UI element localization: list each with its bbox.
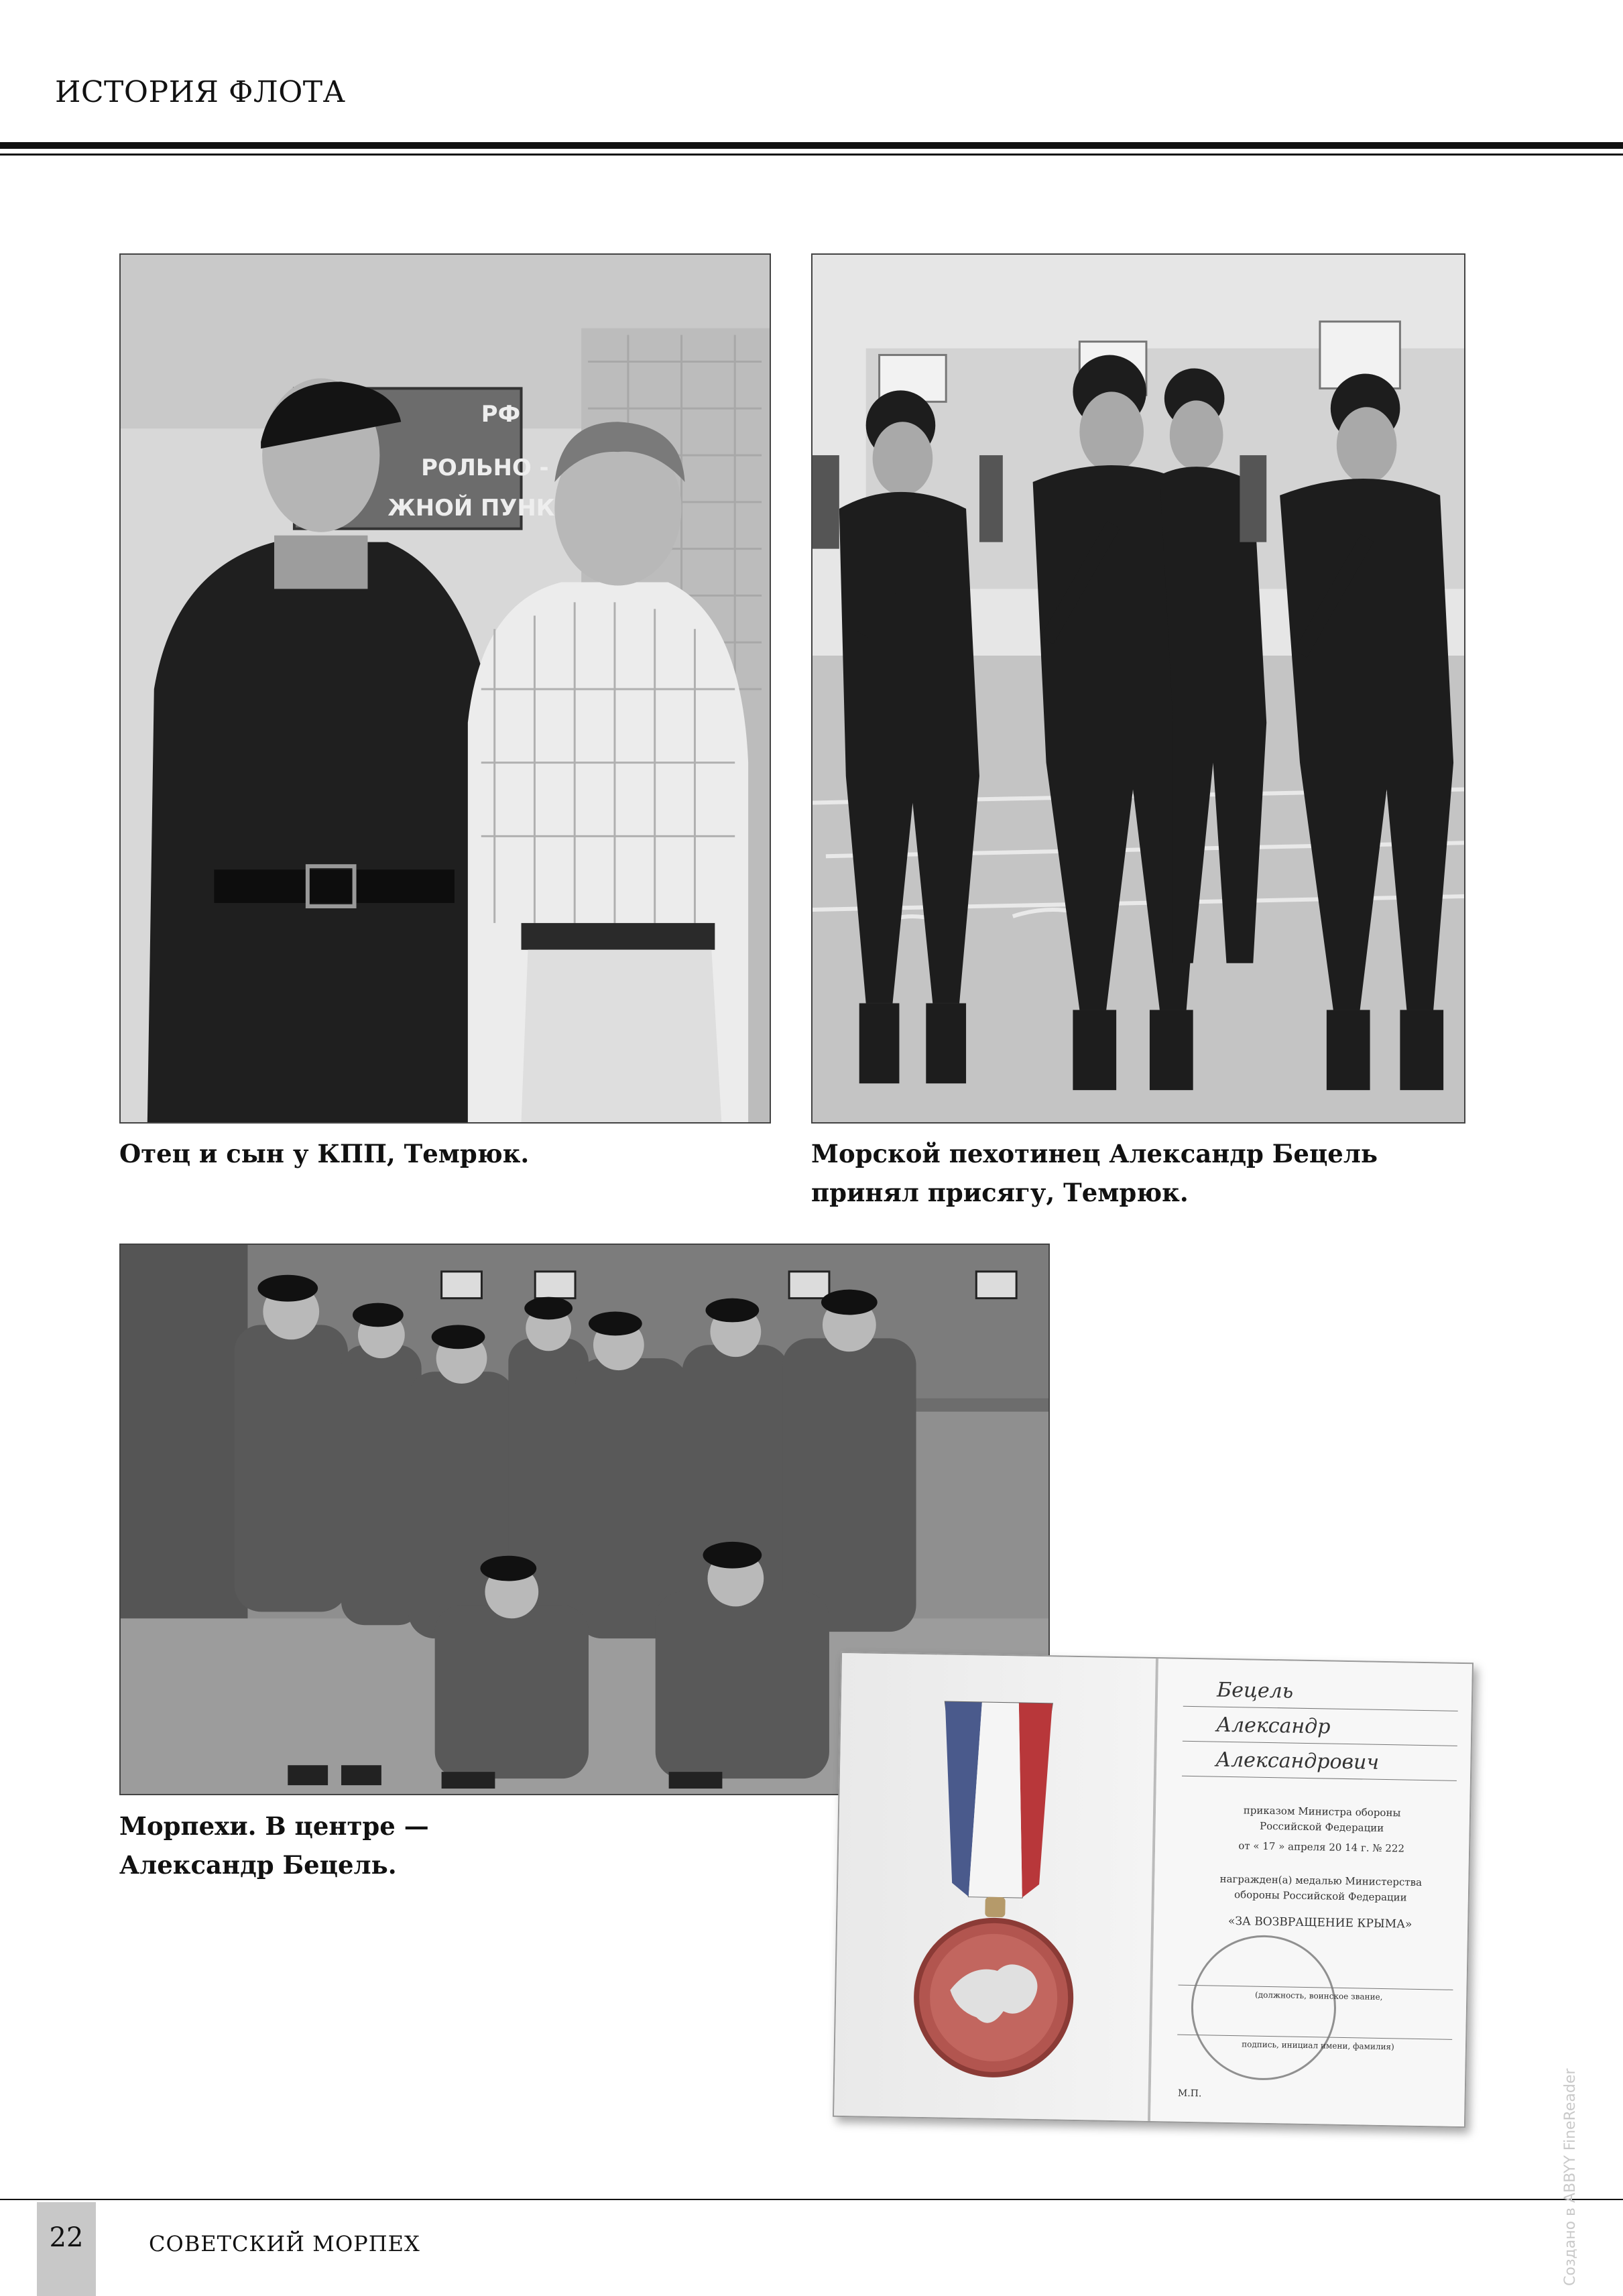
photo-oath-ceremony-image [813, 255, 1464, 1122]
handwritten-patronymic: Александрович [1215, 1748, 1380, 1774]
sign-text-bot: ЖНОЙ ПУНК [387, 494, 555, 521]
sign-text-mid: РОЛЬНО - [421, 454, 549, 481]
medal-icon [875, 1694, 1116, 2100]
caption-photo-1 [119, 1134, 771, 1173]
watermark: Создано в ABBYY FineReader [1562, 2068, 1579, 2286]
order-line-1: приказом Министра обороны [1243, 1804, 1401, 1819]
caption-photo-3-line-2: Александр Бецель. [119, 1850, 397, 1880]
caption-photo-1-line-1: Отец и сын у КПП, Темрюк. [119, 1139, 530, 1168]
caption-photo-2-line-2: принял присягу, Темрюк. [811, 1178, 1189, 1207]
handwritten-name: Александр [1216, 1713, 1331, 1739]
handwritten-surname: Бецель [1216, 1678, 1294, 1703]
caption-photo-3-line-1: Морпехи. В центре — [119, 1811, 429, 1841]
caption-photo-2 [811, 1134, 1465, 1212]
order-date: от « 17 » апреля 20 14 г. № 222 [1238, 1839, 1405, 1855]
header-rule-thin [0, 154, 1623, 156]
awarded-line-1: награжден(а) медалью Министерства [1219, 1872, 1423, 1888]
order-line-2: Российской Федерации [1259, 1819, 1384, 1834]
page-number: 22 [49, 2222, 84, 2253]
signature-caption: подпись, инициал имени, фамилия) [1242, 2039, 1394, 2052]
caption-photo-3 [119, 1807, 723, 1884]
header-rule-thick [0, 142, 1623, 149]
photo-oath-ceremony [811, 253, 1465, 1124]
sign-text-top: РФ [481, 401, 521, 428]
magazine-name: СОВЕТСКИЙ МОРПЕХ [149, 2231, 420, 2256]
medal-name: «ЗА ВОЗВРАЩЕНИЕ КРЫМА» [1227, 1914, 1412, 1931]
awarded-line-2: обороны Российской Федерации [1234, 1888, 1407, 1904]
signature-position: (должность, воинское звание, [1254, 1990, 1383, 2002]
mp-label: М.П. [1177, 2088, 1202, 2100]
caption-photo-2-line-1: Морской пехотинец Александр Бецель [811, 1139, 1378, 1168]
footer-rule [0, 2199, 1623, 2200]
photo-father-and-son [119, 253, 771, 1124]
photo-father-and-son-image [121, 255, 770, 1122]
section-title: ИСТОРИЯ ФЛОТА [55, 75, 346, 109]
medal-certificate [833, 1652, 1474, 2128]
